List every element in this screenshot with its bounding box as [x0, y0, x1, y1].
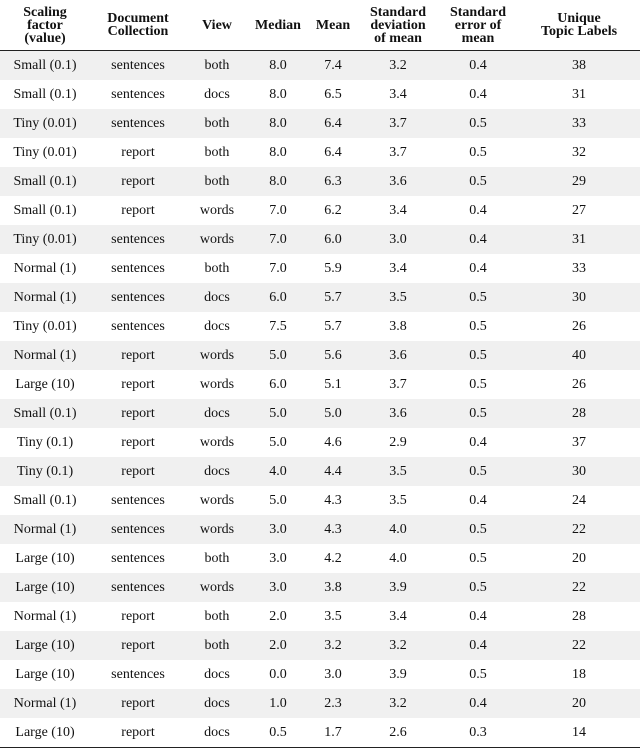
- cell-mean: 7.4: [308, 51, 358, 81]
- cell-unique-topic-labels: 14: [518, 718, 640, 748]
- cell-mean: 5.7: [324, 318, 342, 334]
- cell-view: words: [186, 515, 248, 544]
- cell-mean: 5.7: [308, 283, 358, 312]
- cell-std-error: 0.4: [469, 608, 487, 624]
- cell-std-error: 0.5: [438, 283, 518, 312]
- table-row: [0, 51, 640, 81]
- table-row: [0, 80, 640, 109]
- header-line: Mean: [315, 17, 351, 33]
- cell-median: 6.0: [248, 283, 308, 312]
- cell-document-collection: sentences: [90, 283, 186, 312]
- cell-mean: 3.2: [308, 631, 358, 660]
- cell-median: 8.0: [269, 144, 287, 160]
- cell-scaling-factor: Large (10): [0, 718, 90, 748]
- cell-std-error: 0.3: [438, 718, 518, 748]
- cell-median: 7.0: [269, 260, 287, 276]
- table-row: [0, 196, 640, 225]
- cell-document-collection: sentences: [111, 260, 165, 276]
- cell-scaling-factor: Tiny (0.01): [0, 225, 90, 254]
- cell-std-error: 0.5: [438, 341, 518, 370]
- table-row: [0, 341, 640, 370]
- cell-median: 4.0: [248, 457, 308, 486]
- cell-view: docs: [186, 689, 248, 718]
- cell-document-collection: report: [90, 399, 186, 428]
- table-header: [0, 0, 640, 51]
- cell-mean: 6.3: [308, 167, 358, 196]
- cell-median: 8.0: [248, 51, 308, 81]
- cell-unique-topic-labels: 38: [518, 51, 640, 81]
- table-row: [0, 138, 640, 167]
- cell-scaling-factor: Large (10): [15, 376, 75, 392]
- cell-unique-topic-labels: 40: [518, 341, 640, 370]
- cell-unique-topic-labels: 32: [572, 144, 586, 160]
- table-row: [0, 602, 640, 631]
- header-line: deviation: [370, 17, 426, 33]
- cell-mean: 3.5: [324, 608, 342, 624]
- cell-std-deviation: 3.5: [389, 492, 407, 508]
- cell-median: 2.0: [269, 608, 287, 624]
- cell-scaling-factor: Tiny (0.01): [13, 144, 77, 160]
- cell-std-error: 0.5: [469, 144, 487, 160]
- cell-mean: 3.8: [308, 573, 358, 602]
- cell-scaling-factor: Normal (1): [13, 260, 77, 276]
- header-line: View: [202, 17, 232, 33]
- header-line: error of: [454, 17, 502, 33]
- cell-document-collection: report: [121, 144, 155, 160]
- cell-unique-topic-labels: 31: [518, 225, 640, 254]
- cell-scaling-factor: Large (10): [15, 666, 75, 682]
- cell-median: 3.0: [248, 573, 308, 602]
- cell-std-deviation: 3.7: [389, 376, 407, 392]
- cell-median: 3.0: [248, 515, 308, 544]
- cell-scaling-factor: Tiny (0.1): [16, 434, 74, 450]
- cell-unique-topic-labels: 18: [572, 666, 586, 682]
- cell-document-collection: report: [121, 608, 155, 624]
- cell-view: words: [199, 492, 235, 508]
- cell-view: docs: [204, 86, 230, 102]
- table-row: [0, 109, 640, 138]
- cell-std-error: 0.4: [438, 631, 518, 660]
- header-unique-topic-labels: [518, 0, 640, 51]
- table-row: [0, 718, 640, 748]
- table-row: [0, 283, 640, 312]
- cell-document-collection: sentences: [90, 51, 186, 81]
- cell-view: docs: [186, 457, 248, 486]
- cell-scaling-factor: Normal (1): [0, 515, 90, 544]
- cell-std-error: 0.4: [438, 689, 518, 718]
- cell-std-deviation: 3.4: [389, 202, 407, 218]
- cell-mean: 4.3: [324, 492, 342, 508]
- table-row: [0, 689, 640, 718]
- table-row: [0, 660, 640, 689]
- cell-median: 6.0: [269, 376, 287, 392]
- cell-document-collection: report: [121, 202, 155, 218]
- cell-std-error: 0.5: [438, 515, 518, 544]
- header-line: Document: [107, 11, 169, 26]
- cell-view: words: [199, 376, 235, 392]
- cell-unique-topic-labels: 22: [518, 515, 640, 544]
- cell-std-deviation: 3.9: [389, 666, 407, 682]
- table-row: [0, 254, 640, 283]
- header-line: Standard: [369, 4, 427, 20]
- cell-std-deviation: 3.4: [389, 86, 407, 102]
- cell-median: 1.0: [248, 689, 308, 718]
- cell-document-collection: report: [90, 689, 186, 718]
- cell-std-deviation: 3.2: [358, 51, 438, 81]
- cell-mean: 5.1: [324, 376, 342, 392]
- cell-mean: 4.6: [324, 434, 342, 450]
- cell-unique-topic-labels: 31: [572, 86, 586, 102]
- header-line: Scaling: [23, 4, 67, 20]
- table-row: [0, 486, 640, 515]
- cell-scaling-factor: Normal (1): [0, 341, 90, 370]
- table-row: [0, 399, 640, 428]
- cell-std-deviation: 3.2: [358, 631, 438, 660]
- cell-mean: 5.9: [324, 260, 342, 276]
- cell-view: words: [186, 341, 248, 370]
- table-row: [0, 457, 640, 486]
- cell-mean: 6.5: [324, 86, 342, 102]
- cell-document-collection: sentences: [111, 492, 165, 508]
- cell-std-deviation: 4.0: [358, 515, 438, 544]
- cell-unique-topic-labels: 33: [518, 109, 640, 138]
- cell-unique-topic-labels: 37: [572, 434, 586, 450]
- cell-median: 3.0: [269, 550, 287, 566]
- cell-std-error: 0.4: [469, 434, 487, 450]
- cell-document-collection: sentences: [111, 318, 165, 334]
- cell-document-collection: report: [90, 718, 186, 748]
- cell-median: 5.0: [269, 492, 287, 508]
- header-mean: [308, 0, 358, 51]
- cell-mean: 6.4: [324, 144, 342, 160]
- cell-unique-topic-labels: 20: [572, 550, 586, 566]
- cell-view: both: [204, 608, 230, 624]
- cell-median: 8.0: [269, 86, 287, 102]
- cell-scaling-factor: Normal (1): [0, 283, 90, 312]
- cell-std-deviation: 3.0: [358, 225, 438, 254]
- table-row: [0, 573, 640, 602]
- cell-median: 5.0: [248, 399, 308, 428]
- cell-mean: 6.0: [308, 225, 358, 254]
- cell-scaling-factor: Large (10): [0, 631, 90, 660]
- cell-std-deviation: 3.4: [389, 260, 407, 276]
- table-row: [0, 544, 640, 573]
- cell-std-deviation: 3.4: [389, 608, 407, 624]
- cell-unique-topic-labels: 22: [518, 631, 640, 660]
- cell-view: words: [186, 573, 248, 602]
- cell-scaling-factor: Normal (1): [13, 608, 77, 624]
- cell-unique-topic-labels: 33: [572, 260, 586, 276]
- cell-mean: 2.3: [308, 689, 358, 718]
- cell-mean: 5.6: [308, 341, 358, 370]
- cell-view: both: [204, 550, 230, 566]
- cell-view: both: [186, 167, 248, 196]
- cell-unique-topic-labels: 28: [572, 608, 586, 624]
- table-row: [0, 225, 640, 254]
- cell-mean: 4.2: [324, 550, 342, 566]
- cell-std-error: 0.4: [469, 260, 487, 276]
- cell-document-collection: sentences: [90, 109, 186, 138]
- cell-std-deviation: 3.2: [358, 689, 438, 718]
- cell-scaling-factor: Normal (1): [0, 689, 90, 718]
- header-line: (value): [24, 30, 66, 46]
- header-document-collection: [90, 0, 186, 51]
- cell-mean: 4.3: [308, 515, 358, 544]
- header-scaling-factor: [0, 0, 90, 51]
- header-line: Topic Labels: [540, 24, 618, 39]
- header-line: Unique: [557, 11, 601, 26]
- cell-median: 7.0: [248, 225, 308, 254]
- cell-median: 8.0: [248, 167, 308, 196]
- cell-document-collection: report: [90, 167, 186, 196]
- table-row: [0, 428, 640, 457]
- cell-std-deviation: 3.5: [358, 457, 438, 486]
- cell-mean: 5.0: [308, 399, 358, 428]
- header-line: mean: [461, 30, 495, 46]
- cell-view: words: [186, 225, 248, 254]
- cell-std-error: 0.5: [469, 376, 487, 392]
- cell-document-collection: sentences: [111, 550, 165, 566]
- table-row: [0, 515, 640, 544]
- cell-document-collection: sentences: [90, 573, 186, 602]
- cell-scaling-factor: Small (0.1): [13, 202, 77, 218]
- cell-std-deviation: 3.6: [358, 167, 438, 196]
- cell-median: 7.0: [269, 202, 287, 218]
- cell-unique-topic-labels: 20: [518, 689, 640, 718]
- cell-std-error: 0.5: [438, 109, 518, 138]
- cell-unique-topic-labels: 28: [518, 399, 640, 428]
- cell-median: 5.0: [269, 434, 287, 450]
- cell-mean: 1.7: [308, 718, 358, 748]
- header-line: Collection: [107, 24, 169, 39]
- cell-scaling-factor: Large (10): [0, 573, 90, 602]
- cell-mean: 4.4: [308, 457, 358, 486]
- cell-scaling-factor: Tiny (0.01): [0, 109, 90, 138]
- cell-unique-topic-labels: 30: [518, 457, 640, 486]
- table-body: [0, 51, 640, 748]
- header-median: [248, 0, 308, 51]
- cell-std-deviation: 3.5: [358, 283, 438, 312]
- cell-document-collection: report: [90, 457, 186, 486]
- cell-scaling-factor: Small (0.1): [0, 399, 90, 428]
- cell-unique-topic-labels: 24: [572, 492, 586, 508]
- cell-std-error: 0.4: [469, 86, 487, 102]
- cell-view: docs: [204, 318, 230, 334]
- cell-unique-topic-labels: 30: [518, 283, 640, 312]
- table-row: [0, 631, 640, 660]
- cell-unique-topic-labels: 29: [518, 167, 640, 196]
- header-std-deviation: [358, 0, 438, 51]
- cell-std-error: 0.5: [469, 318, 487, 334]
- cell-median: 2.0: [248, 631, 308, 660]
- cell-std-deviation: 3.9: [358, 573, 438, 602]
- cell-scaling-factor: Tiny (0.1): [0, 457, 90, 486]
- cell-std-deviation: 3.7: [358, 109, 438, 138]
- table-row: [0, 312, 640, 341]
- cell-std-deviation: 3.6: [358, 399, 438, 428]
- cell-document-collection: sentences: [111, 666, 165, 682]
- cell-mean: 6.2: [324, 202, 342, 218]
- cell-std-error: 0.5: [469, 666, 487, 682]
- cell-std-deviation: 3.7: [389, 144, 407, 160]
- cell-view: docs: [204, 666, 230, 682]
- cell-std-error: 0.5: [438, 399, 518, 428]
- cell-std-error: 0.4: [469, 492, 487, 508]
- cell-unique-topic-labels: 27: [572, 202, 586, 218]
- header-view: [186, 0, 248, 51]
- header-line: of mean: [374, 30, 422, 46]
- cell-view: both: [186, 109, 248, 138]
- cell-std-error: 0.4: [438, 225, 518, 254]
- header-row: [0, 0, 640, 51]
- cell-document-collection: report: [121, 434, 155, 450]
- cell-median: 5.0: [248, 341, 308, 370]
- cell-scaling-factor: Tiny (0.01): [13, 318, 77, 334]
- cell-std-error: 0.5: [438, 457, 518, 486]
- cell-median: 8.0: [248, 109, 308, 138]
- cell-document-collection: report: [90, 631, 186, 660]
- cell-median: 0.5: [248, 718, 308, 748]
- cell-scaling-factor: Small (0.1): [0, 51, 90, 81]
- cell-view: docs: [186, 399, 248, 428]
- cell-mean: 3.0: [324, 666, 342, 682]
- cell-scaling-factor: Small (0.1): [13, 492, 77, 508]
- cell-std-error: 0.5: [438, 167, 518, 196]
- cell-unique-topic-labels: 22: [518, 573, 640, 602]
- cell-median: 7.5: [269, 318, 287, 334]
- cell-view: words: [199, 202, 235, 218]
- cell-view: docs: [186, 718, 248, 748]
- cell-view: both: [186, 51, 248, 81]
- header-line: factor: [27, 17, 63, 33]
- cell-scaling-factor: Large (10): [15, 550, 75, 566]
- cell-unique-topic-labels: 26: [572, 376, 586, 392]
- header-line: Median: [255, 17, 301, 33]
- cell-document-collection: sentences: [90, 225, 186, 254]
- cell-std-error: 0.5: [469, 550, 487, 566]
- cell-view: words: [199, 434, 235, 450]
- cell-view: both: [204, 144, 230, 160]
- cell-view: docs: [186, 283, 248, 312]
- cell-view: both: [186, 631, 248, 660]
- cell-document-collection: sentences: [90, 515, 186, 544]
- header-std-error: [438, 0, 518, 51]
- header-line: Standard: [449, 4, 507, 20]
- cell-document-collection: report: [121, 376, 155, 392]
- cell-std-deviation: 2.6: [358, 718, 438, 748]
- table-row: [0, 167, 640, 196]
- cell-document-collection: sentences: [111, 86, 165, 102]
- cell-median: 0.0: [269, 666, 287, 682]
- cell-std-deviation: 3.8: [389, 318, 407, 334]
- cell-scaling-factor: Small (0.1): [13, 86, 77, 102]
- cell-std-deviation: 4.0: [389, 550, 407, 566]
- cell-mean: 6.4: [308, 109, 358, 138]
- cell-view: both: [204, 260, 230, 276]
- cell-std-error: 0.4: [469, 202, 487, 218]
- cell-std-deviation: 2.9: [389, 434, 407, 450]
- cell-unique-topic-labels: 26: [572, 318, 586, 334]
- cell-std-deviation: 3.6: [358, 341, 438, 370]
- cell-std-error: 0.5: [438, 573, 518, 602]
- cell-scaling-factor: Small (0.1): [0, 167, 90, 196]
- cell-document-collection: report: [90, 341, 186, 370]
- cell-std-error: 0.4: [438, 51, 518, 81]
- table-row: [0, 370, 640, 399]
